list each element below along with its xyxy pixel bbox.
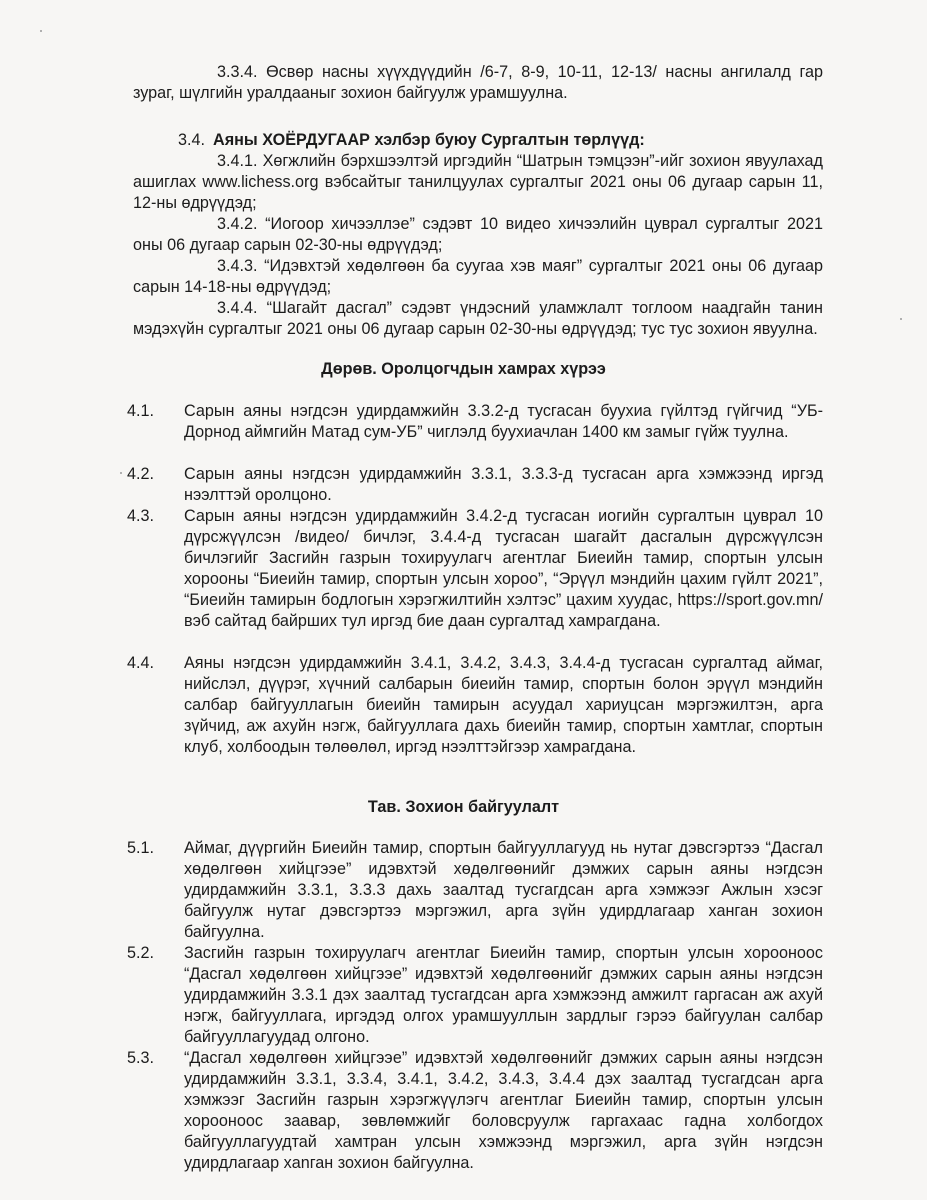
section-5-title: Тав. Зохион байгуулалт (367, 798, 560, 816)
list-item-4-1 (127, 401, 823, 443)
paragraph-3-4-3: 3.4.3. “Идэвхтэй хөдөлгөөн ба суугаа хэв маяг” сургалтыг 2021 оны 06 дугаар сарын 14-18-ны өдрүүдэд; (133, 257, 823, 296)
scan-speck (40, 30, 42, 32)
list-item-4-3 (127, 506, 823, 632)
list-item-4-2 (127, 464, 823, 506)
item-text: “Дасгал хөдөлгөөн хийцгээе” идэвхтэй хөдөлгөөнийг дэмжих сарын аяны нэгдсэн удирдамжийн 3.3.1, 3.3.4, 3.4.1, 3.4.2, 3.4.3, 3.4.4 дэх заалтад тусгагдсан арга хэмжээг Засгийн газрын хэрэгжүүлэгч агентлаг Биеийн тамир, спортын улсын хорооноос заавар, зөвлөмжийг боловсруулж гаргахаас гадна холбогдох байгууллагуудтай хамтран улсын хэмжээнд мэргэжил, арга зүйн нэгдсэн удирдлагаар хanган зохион байгуулна. (184, 1049, 823, 1172)
item-text: Сарын аяны нэгдсэн удирдамжийн 3.3.1, 3.3.3-д тусгасан арга хэмжээнд иргэд нээлттэй оролцоно. (184, 465, 823, 504)
item-text: Засгийн газрын тохируулагч агентлаг Биеийн тамир, спортын улсын хорооноос “Дасгал хөдөлгөөн хийцгээе” идэвхтэй хөдөлгөөнийг дэмжих сарын аяны нэгдсэн удирдамжийн 3.3.1 дэх заалтад тусгагдсан арга хэмжээнд амжилт гаргасан аж ахуй нэгж, байгууллага, иргэдэд олгох урамшууллын зардлыг гэрээ байгуулан салбар байгууллагуудад олгоно. (184, 944, 823, 1046)
list-item-5-3 (127, 1048, 823, 1174)
item-number: 5.2. (127, 944, 155, 962)
section-4-title: Дөрөв. Оролцогчдын хамрах хүрээ (321, 360, 606, 378)
list-item-4-4 (127, 653, 823, 758)
item-text: Аяны нэгдсэн удирдамжийн 3.4.1, 3.4.2, 3.4.3, 3.4.4-д тусгасан сургалтад аймаг, нийслэл, дүүрэг, хүчний салбарын биеийн тамир, спортын болон эрүүл мэндийн салбар байгууллагын биеийн тамирын асуудал хариуцсан мэргэжилтэн, арга зүйчид, аж ахуйн нэгж, байгууллага дахь биеийн тамир, спортын хамтлаг, спортын клуб, холбоодын төлөөлөл, иргэд нээлттэйгээр хамрагдана. (184, 654, 823, 756)
item-number: 5.3. (127, 1049, 155, 1067)
paragraph-3-4-2: 3.4.2. “Иогоор хичээллэе” сэдэвт 10 видео хичээлийн цуврал сургалтыг 2021 оны 06 дугаар сарын 02-30-ны өдрүүдэд; (133, 215, 823, 254)
heading-number: 3.4. (178, 131, 206, 149)
heading-title: Аяны ХОЁРДУГААР хэлбэр буюу Сургалтын төрлүүд: (213, 131, 645, 149)
item-number: 4.1. (127, 402, 155, 420)
paragraph-3-4-1: 3.4.1. Хөгжлийн бэрхшээлтэй иргэдийн “Шатрын тэмцээн”-ийг зохион явуулахад ашиглах www.lichess.org вэбсайтыг танилцуулах сургалтыг 2021 оны 06 дугаар сарын 11, 12-ны өдрүүдэд; (133, 152, 823, 212)
paragraph-3-4-4: 3.4.4. “Шагайт дасгал” сэдэвт үндэсний уламжлалт тоглоом наадгайн танин мэдэхүйн сургалтыг 2021 оны 06 дугаар сарын 02-30-ны өдрүүдэд; тус тус зохион явуулна. (133, 299, 823, 338)
list-item-5-1 (127, 838, 823, 943)
list-item-5-2 (127, 943, 823, 1048)
item-text: Сарын аяны нэгдсэн удирдамжийн 3.4.2-д тусгасан иогийн сургалтын цуврал 10 дүрсжүүлсэн /видео/ бичлэг, 3.4.4-д тусгасан шагайт дасгалын дүрсжүүлсэн бичлэгийг Засгийн газрын тохируулагч агентлаг Биеийн тамир, спортын улсын хорооны “Биеийн тамир, спортын улсын хороо”, “Эрүүл мэндийн цахим гүйлт 2021”, “Биеийн тамирын бодлогын хэрэгжилтийн хэлтэс” цахим хуудас, https://sport.gov.mn/ вэб сайтад байрших тул иргэд бие даан сургалтад хамрагдана. (184, 507, 823, 630)
heading-3-4 (178, 130, 645, 151)
item-number: 5.1. (127, 839, 155, 857)
paragraph-3-3-4: 3.3.4. Өсвөр насны хүүхдүүдийн /6-7, 8-9, 10-11, 12-13/ насны ангилалд гар зураг, шүлгийн уралдааныг зохион байгуулж урамшуулна. (133, 63, 823, 102)
item-number: 4.2. (127, 465, 155, 483)
item-number: 4.4. (127, 654, 155, 672)
item-number: 4.3. (127, 507, 155, 525)
scan-speck (900, 318, 902, 320)
item-text: Сарын аяны нэгдсэн удирдамжийн 3.3.2-д тусгасан буухиа гүйлтэд гүйгчид “УБ-Дорнод аймгийн Матад сум-УБ” чиглэлд буухиачлан 1400 км замыг гүйж туулна. (184, 402, 823, 441)
item-text: Аймаг, дүүргийн Биеийн тамир, спортын байгууллагууд нь нутаг дэвсгэртээ “Дасгал хөдөлгөөн хийцгээе” идэвхтэй хөдөлгөөнийг дэмжих сарын аяны нэгдсэн удирдамжийн 3.3.1, 3.3.3 дахь заалтад тусгагдсан арга хэмжээг Ажлын хэсэг байгуулж нутаг дэвсгэртээ мэргэжил, арга зүйн удирдлагаар ханган зохион байгуулна. (184, 839, 823, 941)
scan-speck (120, 472, 122, 474)
